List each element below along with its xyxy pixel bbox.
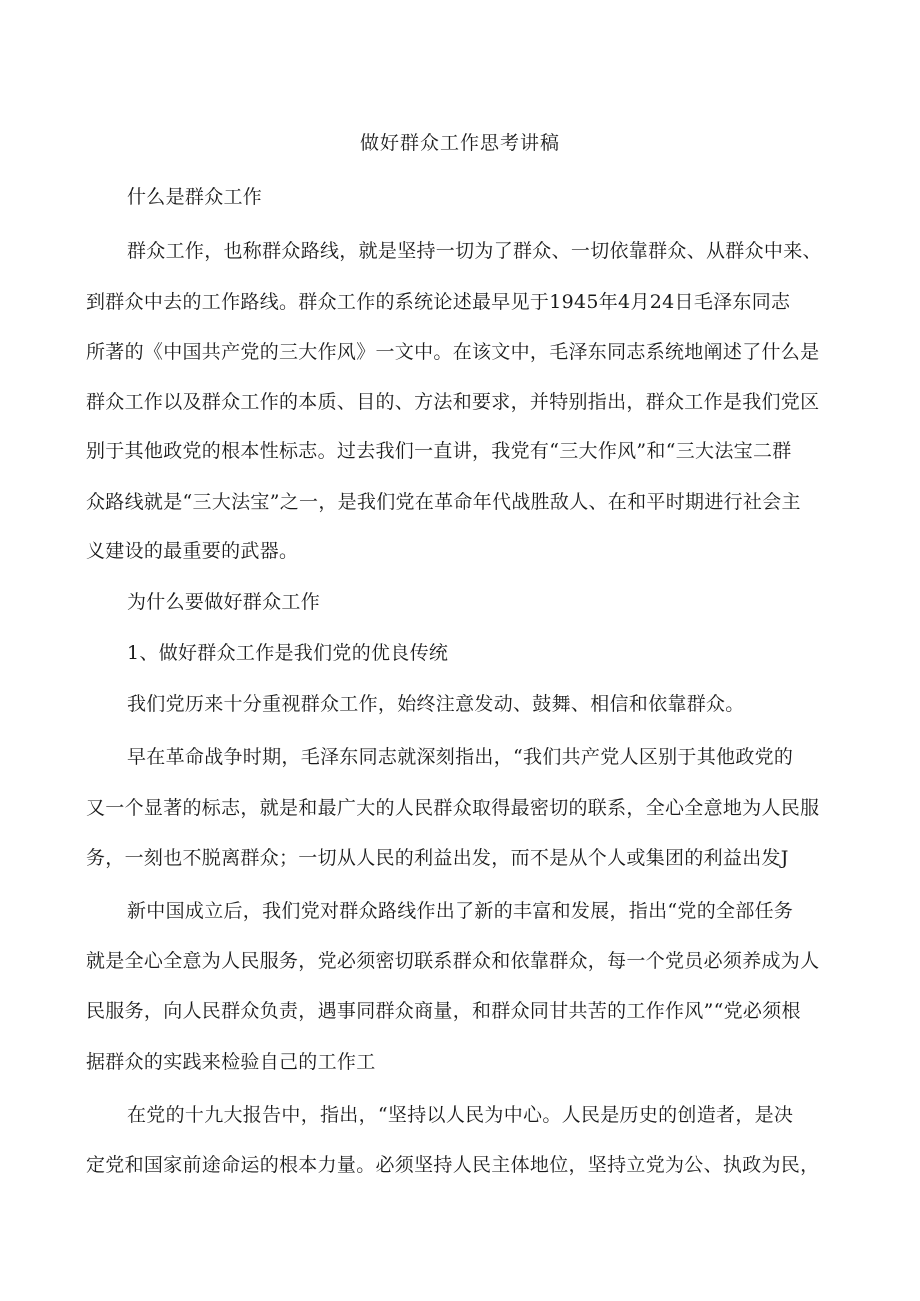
paragraph-line: 务，一刻也不脱离群众；一切从人民的利益出发，而不是从个人或集团的利益出发J (86, 847, 789, 869)
paragraph-line: 又一个显著的标志，就是和最广大的人民群众取得最密切的联系，全心全意地为人民服 (86, 797, 820, 819)
paragraph-line: 到群众中去的工作路线。群众工作的系统论述最早见于1945年4月24日毛泽东同志 (86, 291, 791, 313)
paragraph-line: 据群众的实践来检验自己的工作工 (86, 1051, 376, 1073)
paragraph-line: 民服务，向人民群众负责，遇事同群众商量，和群众同甘共苦的工作作风”“党必须根 (86, 1000, 801, 1022)
section-heading: 为什么要做好群众工作 (127, 591, 321, 613)
paragraph-line: 定党和国家前途命运的根本力量。必须坚持人民主体地位，坚持立党为公、执政为民， (86, 1154, 820, 1176)
paragraph-line: 早在革命战争时期，毛泽东同志就深刻指出，“我们共产党人区别于其他政党的 (127, 746, 794, 768)
paragraph-line: 群众工作以及群众工作的本质、目的、方法和要求，并特别指出，群众工作是我们党区 (86, 391, 820, 413)
paragraph-line: 众路线就是“三大法宝”之一，是我们党在革命年代战胜敌人、在和平时期进行社会主 (86, 491, 801, 513)
document-title: 做好群众工作思考讲稿 (359, 132, 560, 154)
paragraph-line: 别于其他政党的根本性标志。过去我们一直讲，我党有“三大作风”和“三大法宝二群 (86, 440, 792, 462)
paragraph-line: 我们党历来十分重视群众工作，始终注意发动、鼓舞、相信和依靠群众。 (127, 693, 745, 715)
paragraph-line: 新中国成立后，我们党对群众路线作出了新的丰富和发展，指出“党的全部任务 (127, 900, 794, 922)
paragraph-line: 群众工作，也称群众路线，就是坚持一切为了群众、一切依靠群众、从群众中来、 (127, 240, 822, 262)
subsection-heading: 1、做好群众工作是我们党的优良传统 (127, 642, 449, 664)
section-heading: 什么是群众工作 (127, 186, 263, 208)
paragraph-line: 就是全心全意为人民服务，党必须密切联系群众和依靠群众，每一个党员必须养成为人 (86, 950, 820, 972)
paragraph-line: 所著的《中国共产党的三大作风》一文中。在该文中，毛泽东同志系统地阐述了什么是 (86, 341, 820, 363)
paragraph-line: 在党的十九大报告中，指出，“坚持以人民为中心。人民是历史的创造者，是决 (127, 1104, 794, 1126)
paragraph-line: 义建设的最重要的武器。 (86, 540, 299, 562)
